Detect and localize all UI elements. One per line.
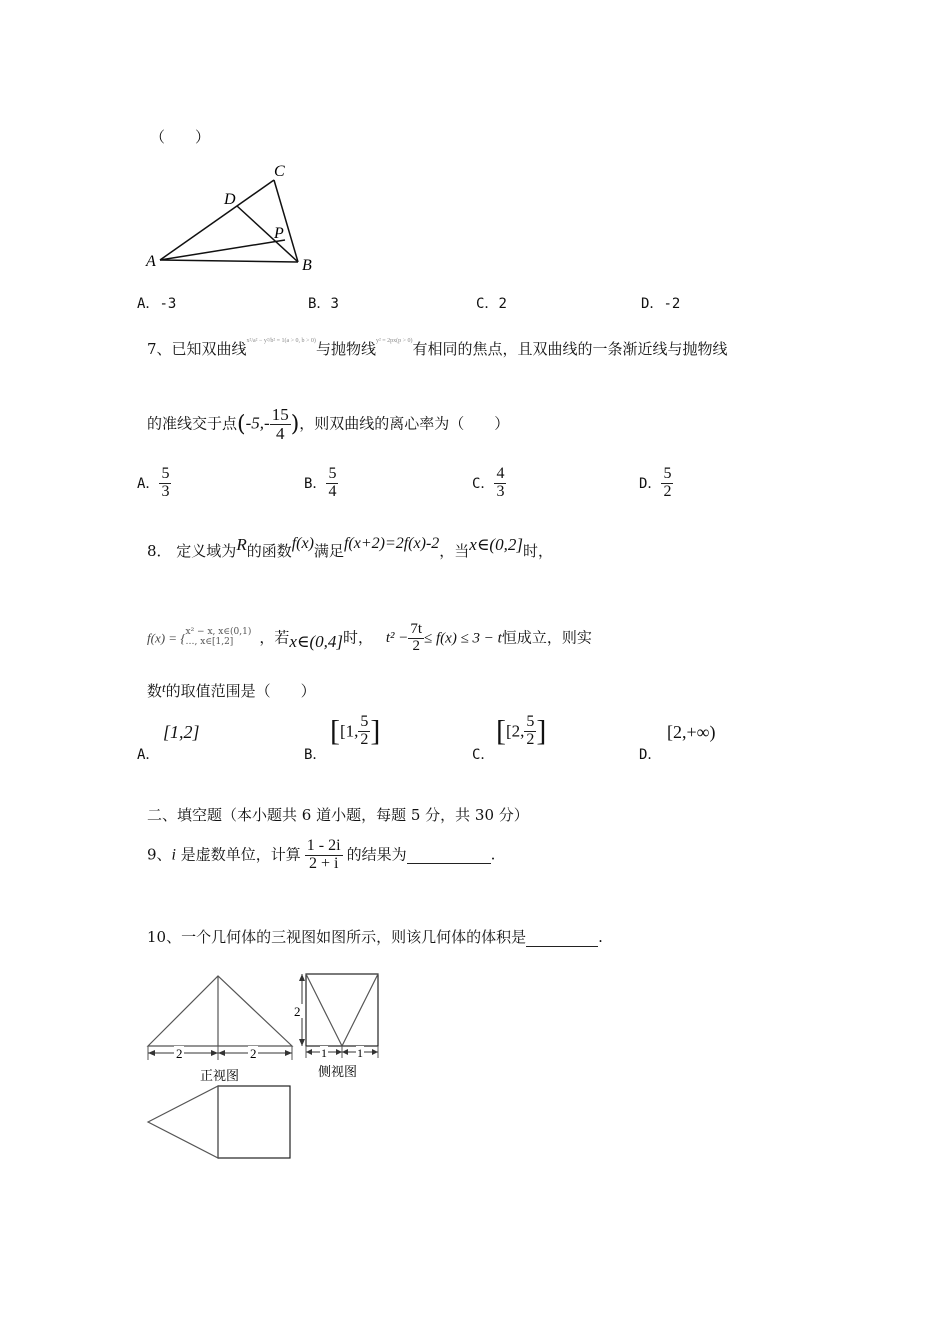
q8-option-a: A． [1,2]: [137, 722, 200, 763]
svg-text:2: 2: [176, 1046, 183, 1061]
q10-answer-blank[interactable]: [526, 928, 598, 947]
label-c: C: [274, 163, 285, 180]
segment-db: [237, 206, 298, 262]
q6-option-b: B．3: [308, 296, 339, 312]
point-y-fraction: $\frac{15}{4}$: [271, 405, 289, 443]
side-view: [292, 968, 392, 1088]
q6-answer-paren: （ ）: [150, 128, 211, 146]
q7-line1: 7、已知双曲线$^{x^2/a^2 - y^2/b^2 = 1(a > 0, b > 0)}$与抛物线$^{y^2 = 2px(p > 0)}$有相同的焦点，且双曲线的一条渐近线与抛物线: [147, 338, 728, 358]
q7-option-c: C． $\frac{4}{3}$: [472, 465, 505, 500]
side-view-square: [306, 974, 378, 1046]
front-view: [140, 968, 300, 1088]
top-view-triangle: [148, 1086, 218, 1158]
segment-cb: [274, 180, 298, 262]
q7-option-b: B． $\frac{5}{4}$: [304, 465, 337, 500]
q9-line: 9、i 是虚数单位，计算 $\frac{1 - 2i}{2 + i}$ 的结果为 .: [147, 837, 496, 872]
svg-text:2: 2: [250, 1046, 257, 1061]
q9-answer-blank[interactable]: [407, 845, 491, 864]
q8-line1: 8． 定义域为R的函数f(x)满足f(x+2)=2f(x)-2，当x∈(0,2]时，: [147, 535, 553, 560]
triangle-figure: [140, 158, 330, 278]
q8-option-c: C． [[2, $\frac{5}{2}$ ]: [472, 713, 547, 763]
segment-ab: [160, 260, 298, 262]
label-b: B: [302, 257, 312, 274]
hyperbola-formula: x²/a² − y²/b² = 1(a > 0, b > 0): [246, 338, 316, 344]
q7-option-d: D． $\frac{5}{2}$: [639, 465, 672, 500]
label-a: A: [146, 253, 156, 270]
parabola-formula: y² = 2px(p > 0): [375, 338, 413, 344]
side-view-label: 侧视图: [318, 1064, 358, 1079]
q8-option-d: D． [2,+∞): [639, 722, 716, 763]
segment-ac: [160, 180, 274, 260]
q7-line2: 的准线交于点(-5,- $\frac{15}{4}$ )，则双曲线的离心率为（ ）: [147, 405, 510, 443]
top-view: [140, 1080, 300, 1166]
q9-fraction: $\frac{1 - 2i}{2 + i}$: [306, 837, 341, 872]
front-view-label: 正视图: [200, 1068, 240, 1083]
q8-line2: f(x) = { x² − x, x∈(0,1) …, x∈[1,2] ，若x∈(0,4]时， t² − $\frac{7t}{2}$ ≤ f(x) ≤ 3 − t恒成立，则实: [147, 621, 592, 654]
q7-option-a: A． $\frac{5}{3}$: [137, 465, 170, 500]
q6-option-c: C．2: [476, 296, 507, 312]
q6-option-a: A．-3: [137, 296, 177, 312]
side-view-left-edge: [306, 974, 342, 1046]
q10-line: 10、一个几何体的三视图如图所示，则该几何体的体积是 .: [147, 928, 603, 946]
section-title-fill-in: 二、填空题（本小题共 6 道小题，每题 5 分，共 30 分）: [147, 806, 529, 824]
front-view-triangle: [148, 976, 292, 1046]
q6-option-d: D．-2: [641, 296, 681, 312]
q8-option-b: B． [[1, $\frac{5}{2}$ ]: [304, 713, 381, 763]
top-view-square: [218, 1086, 290, 1158]
side-view-right-edge: [342, 974, 378, 1046]
svg-text:1: 1: [357, 1046, 363, 1060]
label-p: P: [274, 225, 284, 242]
label-d: D: [224, 191, 236, 208]
svg-text:1: 1: [321, 1046, 327, 1060]
q8-line3: 数t的取值范围是（ ）: [147, 680, 316, 700]
segment-ap: [160, 240, 285, 260]
svg-text:2: 2: [294, 1004, 301, 1019]
piecewise-definition: x² − x, x∈(0,1) …, x∈[1,2]: [185, 627, 252, 648]
